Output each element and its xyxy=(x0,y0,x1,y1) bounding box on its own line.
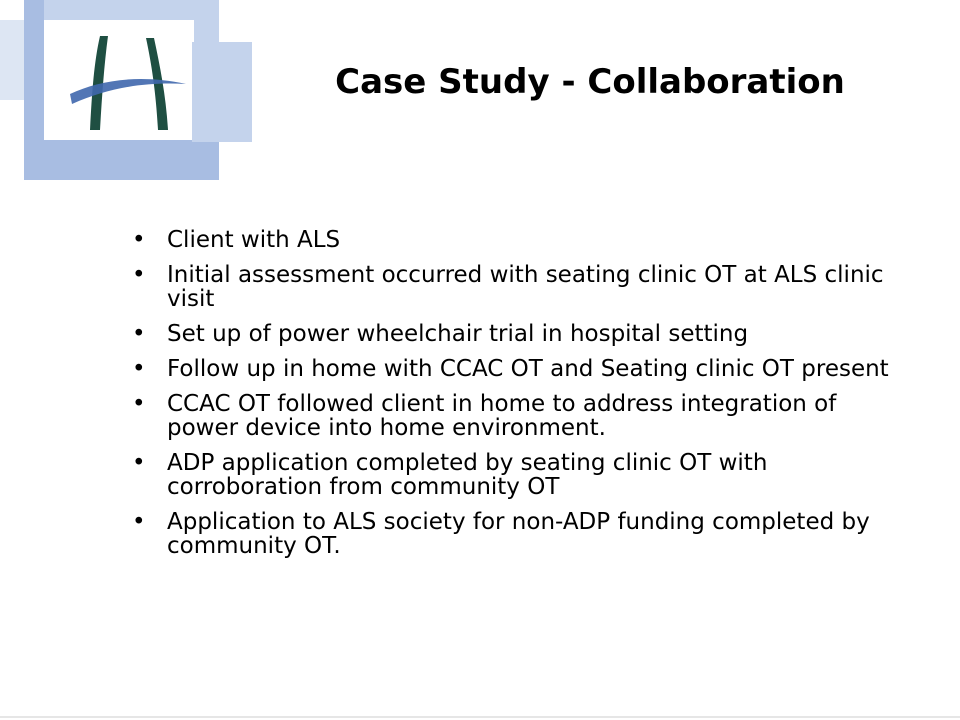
bullet-text: Initial assessment occurred with seating clinic OT at ALS clinic visit xyxy=(167,262,884,312)
list-item xyxy=(130,263,890,311)
slide-title: Case Study - Collaboration xyxy=(335,62,845,102)
bullet-dot: • xyxy=(132,450,146,476)
decor-square-right xyxy=(192,42,252,142)
bullet-text: Client with ALS xyxy=(167,227,341,253)
list-item xyxy=(130,357,890,381)
h-logo-icon xyxy=(60,22,200,142)
bullet-text: CCAC OT followed client in home to address integration of power device into home environment. xyxy=(167,391,837,441)
list-item xyxy=(130,228,890,252)
bullet-text: ADP application completed by seating clinic OT with corroboration from community OT xyxy=(167,450,768,500)
list-item xyxy=(130,392,890,440)
bullet-text: Follow up in home with CCAC OT and Seating clinic OT present xyxy=(167,356,889,382)
list-item xyxy=(130,510,890,558)
bullet-dot: • xyxy=(132,391,146,417)
list-item xyxy=(130,451,890,499)
bullet-dot: • xyxy=(132,262,146,288)
bullet-dot: • xyxy=(132,227,146,253)
bullet-list xyxy=(130,228,890,569)
bullet-dot: • xyxy=(132,509,146,535)
bullet-text: Application to ALS society for non-ADP funding completed by community OT. xyxy=(167,509,870,559)
bullet-dot: • xyxy=(132,356,146,382)
list-item xyxy=(130,322,890,346)
bullet-dot: • xyxy=(132,321,146,347)
bullet-text: Set up of power wheelchair trial in hospital setting xyxy=(167,321,749,347)
bottom-divider xyxy=(0,716,960,718)
